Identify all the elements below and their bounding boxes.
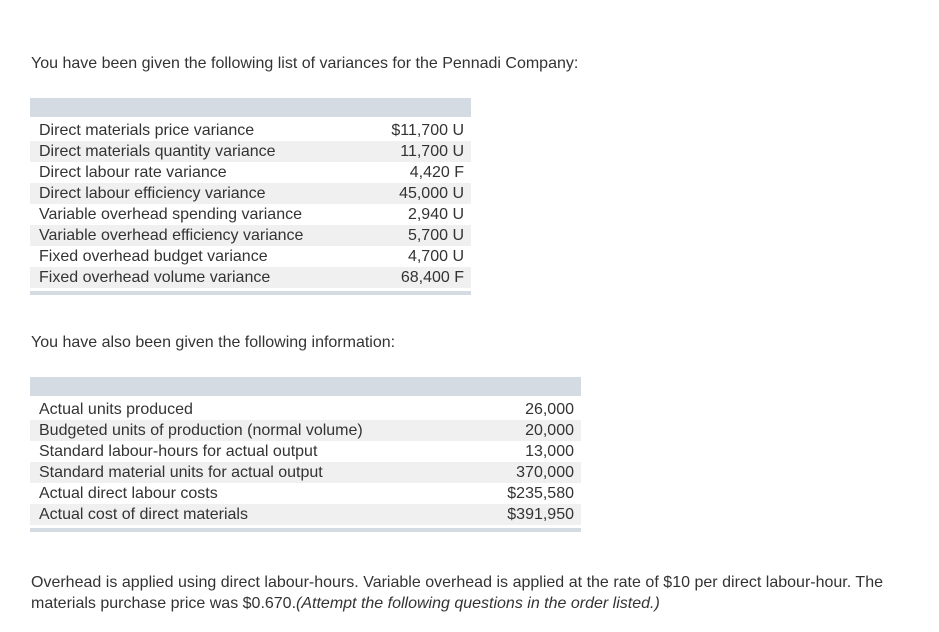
row-value: 26,000 bbox=[525, 401, 574, 418]
table-row bbox=[30, 267, 471, 288]
row-value: 68,400 F bbox=[364, 267, 471, 288]
table-row bbox=[30, 420, 581, 441]
table-row bbox=[30, 141, 471, 162]
table-row bbox=[30, 120, 471, 141]
variances-body bbox=[30, 98, 471, 295]
intro-text: You have been given the following list of variances for the Pennadi Company: bbox=[31, 55, 579, 72]
row-label: Variable overhead efficiency variance bbox=[30, 225, 364, 246]
table-row bbox=[30, 225, 471, 246]
row-value: 4,420 F bbox=[409, 164, 464, 181]
variances-table bbox=[30, 98, 471, 295]
row-label: Standard labour-hours for actual output bbox=[39, 443, 318, 460]
row-label: Variable overhead spending variance bbox=[39, 206, 302, 223]
row-label: Actual cost of direct materials bbox=[30, 504, 459, 525]
row-value: 13,000 bbox=[525, 443, 574, 460]
table-footer bbox=[30, 528, 581, 532]
row-value: 4,700 U bbox=[407, 248, 464, 265]
row-value: $11,700 U bbox=[391, 122, 464, 139]
row-label: Direct materials quantity variance bbox=[30, 141, 364, 162]
note-body: Overhead is applied using direct labour-hours. Variable overhead is applied at the rate of $10 per direct labour-hour. The materials purchase price was $0.670. bbox=[31, 574, 883, 612]
table-row bbox=[30, 462, 581, 483]
row-label: Actual direct labour costs bbox=[39, 485, 218, 502]
table-row bbox=[30, 204, 471, 225]
row-label: Fixed overhead volume variance bbox=[30, 267, 364, 288]
row-label: Fixed overhead budget variance bbox=[39, 248, 268, 265]
row-value: 11,700 U bbox=[364, 141, 471, 162]
also-intro-text: You have also been given the following information: bbox=[31, 334, 396, 351]
row-label: Direct labour rate variance bbox=[39, 164, 227, 181]
table-row bbox=[30, 183, 471, 204]
row-value: 2,940 U bbox=[407, 206, 464, 223]
row-value: 45,000 U bbox=[364, 183, 471, 204]
row-label: Direct materials price variance bbox=[39, 122, 255, 139]
table-row bbox=[30, 162, 471, 183]
table-header bbox=[30, 98, 471, 117]
row-label: Budgeted units of production (normal volume) bbox=[30, 420, 459, 441]
row-value: $235,580 bbox=[507, 485, 574, 502]
row-value: 370,000 bbox=[459, 462, 581, 483]
note-instruction: (Attempt the following questions in the order listed.) bbox=[296, 595, 660, 612]
table-row bbox=[30, 504, 581, 525]
row-value: 20,000 bbox=[459, 420, 581, 441]
row-value: 5,700 U bbox=[364, 225, 471, 246]
table-row bbox=[30, 399, 581, 420]
row-label: Direct labour efficiency variance bbox=[30, 183, 364, 204]
table-header bbox=[30, 377, 581, 396]
table-row bbox=[30, 441, 581, 462]
table-row bbox=[30, 483, 581, 504]
table-footer bbox=[30, 291, 471, 295]
table-row bbox=[30, 246, 471, 267]
row-label: Standard material units for actual output bbox=[30, 462, 459, 483]
information-table bbox=[30, 377, 581, 532]
note-text bbox=[31, 572, 883, 614]
row-value: $391,950 bbox=[459, 504, 581, 525]
information-body bbox=[30, 377, 581, 532]
row-label: Actual units produced bbox=[39, 401, 193, 418]
